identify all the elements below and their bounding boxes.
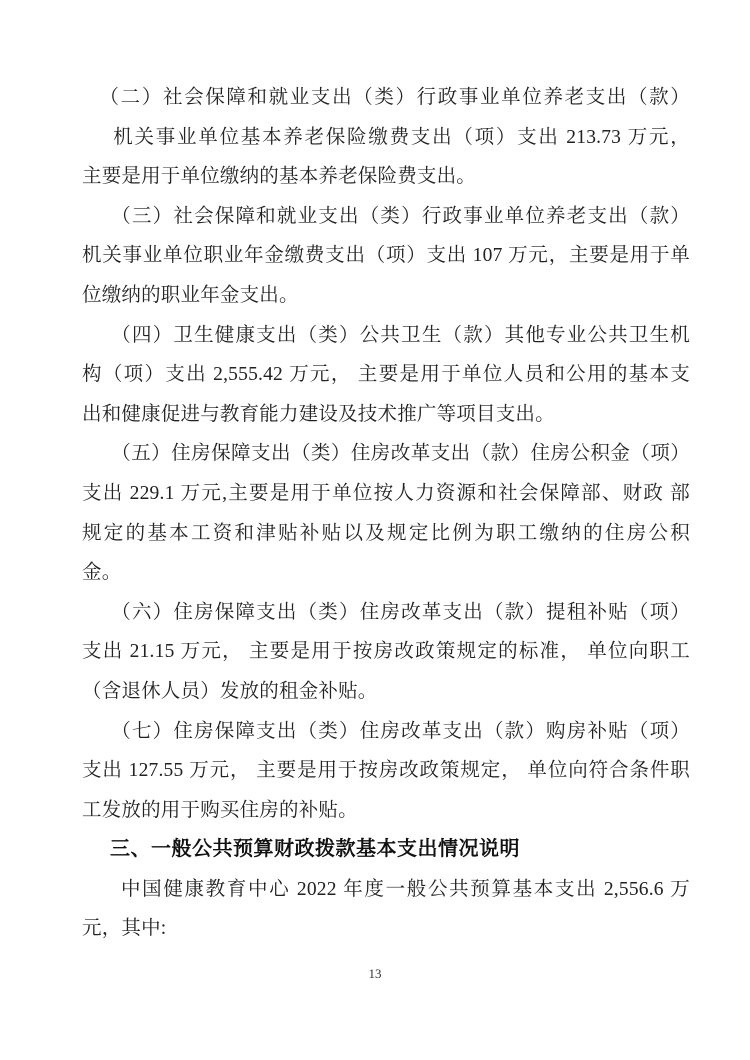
- text-line: 规定的基本工资和津贴补贴以及规定比例为职工缴纳的住房公积: [82, 522, 690, 544]
- paragraph: [82, 434, 690, 592]
- text-line: 位缴纳的职业年金支出。: [82, 284, 299, 306]
- section-heading: [82, 830, 690, 870]
- text-line: （五）住房保障支出（类）住房改革支出（款）住房公积金（项）: [111, 443, 690, 465]
- text-line: 主要是用于单位缴纳的基本养老保险费支出。: [82, 166, 477, 188]
- text-line: 出和健康促进与教育能力建设及技术推广等项目支出。: [82, 403, 555, 425]
- text-line: （七）住房保障支出（类）住房改革支出（款）购房补贴（项）: [111, 720, 690, 742]
- text-line: 支出 229.1 万元,主要是用于单位按人力资源和社会保障部、财政 部: [82, 482, 690, 504]
- text-line: （二）社会保障和就业支出（类）行政事业单位养老支出（款）: [99, 87, 690, 108]
- text-line: （含退休人员）发放的租金补贴。: [82, 680, 378, 702]
- text-line: 机关事业单位基本养老保险缴费支出（项）支出 213.73 万元，: [113, 126, 690, 148]
- text-line: 工发放的用于购买住房的补贴。: [82, 799, 358, 821]
- text-line: 机关事业单位职业年金缴费支出（项）支出 107 万元，主要是用于单: [82, 245, 690, 267]
- text-line: （四）卫生健康支出（类）公共卫生（款）其他专业公共卫生机: [111, 324, 690, 346]
- document-body: [82, 78, 690, 949]
- text-line: 支出 127.55 万元， 主要是用于按房改政策规定， 单位向符合条件职: [82, 760, 690, 782]
- paragraph: [82, 316, 690, 435]
- paragraph: [82, 712, 690, 831]
- paragraph: [82, 197, 690, 316]
- text-line: 中国健康教育中心 2022 年度一般公共预算基本支出 2,556.6 万: [121, 878, 690, 900]
- text-line: 金。: [82, 562, 122, 584]
- text-line: （三）社会保障和就业支出（类）行政事业单位养老支出（款）: [111, 205, 690, 227]
- text-line: 构（项）支出 2,555.42 万元， 主要是用于单位人员和公用的基本支: [82, 364, 690, 386]
- paragraph: [82, 78, 690, 197]
- paragraph: [82, 593, 690, 712]
- page-footer: [0, 965, 750, 983]
- text-line: 支出 21.15 万元， 主要是用于按房改政策规定的标准， 单位向职工: [82, 641, 690, 663]
- text-line: 三、一般公共预算财政拨款基本支出情况说明: [110, 838, 520, 861]
- text-line: （六）住房保障支出（类）住房改革支出（款）提租补贴（项）: [111, 601, 690, 623]
- paragraph: [82, 870, 690, 949]
- text-line: 元，其中:: [82, 918, 167, 940]
- page-number: 13: [368, 966, 382, 981]
